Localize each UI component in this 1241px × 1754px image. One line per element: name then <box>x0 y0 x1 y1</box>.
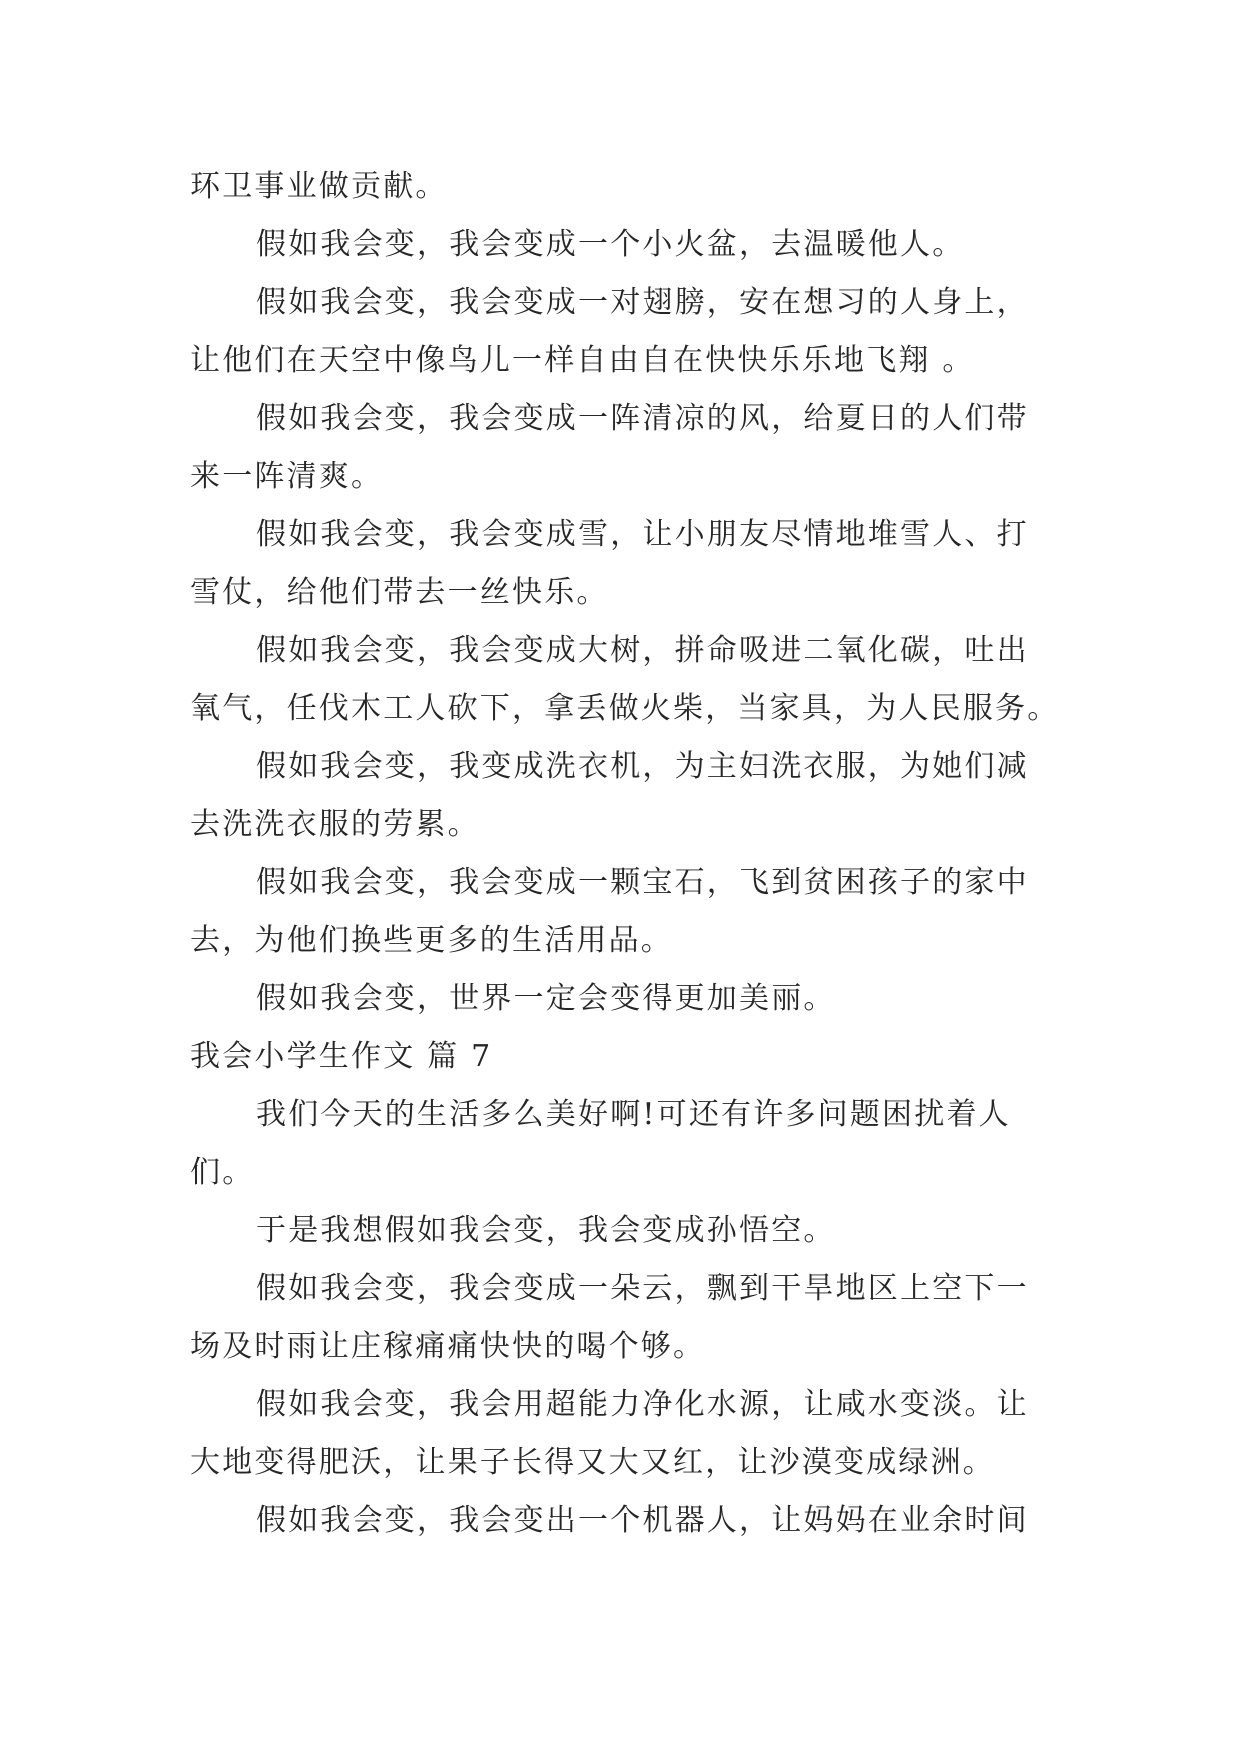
paragraph-continuation: 环卫事业做贡献。 <box>190 169 448 204</box>
paragraph-first-line: 假如我会变，我会变成大树，拼命吸进二氧化碳，吐出 <box>256 633 1029 668</box>
paragraph-first-line: 我们今天的生活多么美好啊!可还有许多问题困扰着人 <box>256 1097 1011 1132</box>
section-heading: 我会小学生作文 篇 7 <box>190 1039 493 1074</box>
paragraph-first-line: 假如我会变，我会变成一朵云，飘到干旱地区上空下一 <box>256 1271 1029 1306</box>
paragraph-first-line: 假如我会变，我会变成一个小火盆，去温暖他人。 <box>256 227 965 262</box>
paragraph-continuation: 们。 <box>190 1155 255 1190</box>
paragraph-continuation: 来一阵清爽。 <box>190 459 384 494</box>
paragraph-first-line: 于是我想假如我会变，我会变成孙悟空。 <box>256 1213 836 1248</box>
paragraph-first-line: 假如我会变，我会用超能力净化水源，让咸水变淡。让 <box>256 1387 1029 1422</box>
paragraph-continuation: 氧气，任伐木工人砍下，拿丢做火柴，当家具，为人民服务。 <box>190 691 1060 726</box>
paragraph-first-line: 假如我会变，我会变成一阵清凉的风，给夏日的人们带 <box>256 401 1029 436</box>
paragraph-continuation: 雪仗，给他们带去一丝快乐。 <box>190 575 609 610</box>
document-body <box>190 158 1060 1550</box>
paragraph-continuation: 去，为他们换些更多的生活用品。 <box>190 923 673 958</box>
paragraph-continuation: 场及时雨让庄稼痛痛快快的喝个够。 <box>190 1329 706 1364</box>
paragraph-first-line: 假如我会变，我会变成一对翅膀，安在想习的人身上， <box>256 285 1029 320</box>
paragraph-first-line: 假如我会变，我会变出一个机器人，让妈妈在业余时间 <box>256 1503 1029 1538</box>
paragraph-continuation: 大地变得肥沃，让果子长得又大又红，让沙漠变成绿洲。 <box>190 1445 995 1480</box>
paragraph-first-line: 假如我会变，世界一定会变得更加美丽。 <box>256 981 836 1016</box>
paragraph-continuation: 让他们在天空中像鸟儿一样自由自在快快乐乐地飞翔 。 <box>190 343 975 378</box>
paragraph-continuation: 去洗洗衣服的劳累。 <box>190 807 480 842</box>
paragraph-first-line: 假如我会变，我变成洗衣机，为主妇洗衣服，为她们减 <box>256 749 1029 784</box>
paragraph-first-line: 假如我会变，我会变成一颗宝石，飞到贫困孩子的家中 <box>256 865 1029 900</box>
paragraph-first-line: 假如我会变，我会变成雪，让小朋友尽情地堆雪人、打 <box>256 517 1029 552</box>
